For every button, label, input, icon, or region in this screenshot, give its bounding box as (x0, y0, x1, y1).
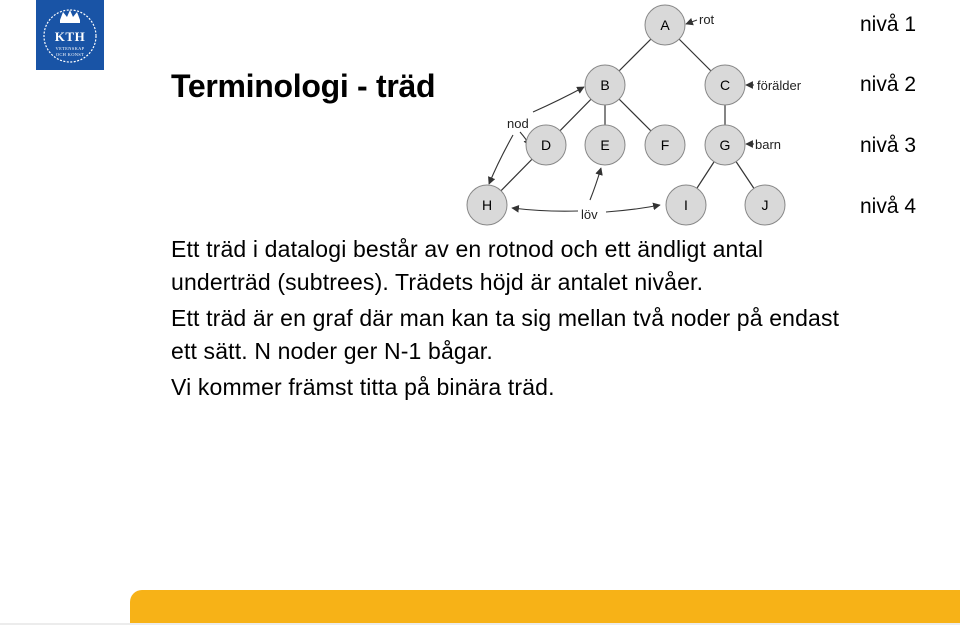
tree-node-j (745, 185, 785, 225)
level-label-1: nivå 1 (860, 13, 917, 36)
tree-node-b (585, 65, 625, 105)
svg-text:I: I (684, 197, 688, 213)
arrow-nod-b (533, 87, 584, 112)
tree-node-g (705, 125, 745, 165)
svg-text:B: B (600, 77, 610, 93)
level-label-4: nivå 4 (860, 195, 917, 218)
slide-body (171, 233, 861, 407)
annotation-barn: barn (755, 137, 782, 152)
svg-text:A: A (660, 17, 670, 33)
slide-title: Terminologi - träd (171, 68, 436, 104)
tree-diagram (0, 0, 960, 240)
svg-text:J: J (761, 197, 769, 213)
paragraph-binary: Vi kommer främst titta på binära träd. (171, 374, 555, 400)
tree-node-h (467, 185, 507, 225)
logo-line2: OCH KONST (55, 52, 85, 57)
logo-kth-text: KTH (54, 29, 86, 44)
arrow-rot (686, 20, 697, 24)
tree-nodes (467, 5, 785, 225)
arrow-lov-i (606, 205, 660, 212)
svg-text:H: H (481, 197, 493, 213)
svg-text:E: E (600, 137, 610, 153)
annotation-nod: nod (507, 116, 529, 131)
level-label-2: nivå 2 (860, 73, 917, 96)
annotation-rot: rot (699, 12, 715, 27)
annotation-lov: löv (581, 207, 598, 222)
level-label-3: nivå 3 (860, 134, 917, 157)
tree-node-f (645, 125, 685, 165)
tree-node-e (585, 125, 625, 165)
tree-node-i (666, 185, 706, 225)
tree-node-d (526, 125, 566, 165)
paragraph-graph: Ett träd är en graf där man kan ta sig mellan två noder på endast ett sätt. N noder ger N-1 bågar. (171, 305, 840, 364)
svg-text:G: G (719, 137, 731, 153)
tree-node-a (645, 5, 685, 45)
annotation-foralder: förälder (757, 78, 802, 93)
arrow-nod-h (489, 135, 513, 184)
annotation-arrows (489, 20, 754, 212)
arrow-lov-h (512, 208, 578, 211)
svg-text:D: D (540, 137, 552, 153)
arrow-lov-e (590, 168, 601, 200)
tree-node-c (705, 65, 745, 105)
svg-text:C: C (719, 77, 731, 93)
tree-edges (487, 25, 765, 205)
footer-bar (130, 590, 960, 625)
logo-line1: VETENSKAP (55, 46, 85, 51)
paragraph-definition: Ett träd i datalogi består av en rotnod och ett ändligt antal underträd (subtrees). Trädets höjd är antalet nivåer. (171, 236, 764, 295)
svg-text:F: F (660, 137, 670, 153)
